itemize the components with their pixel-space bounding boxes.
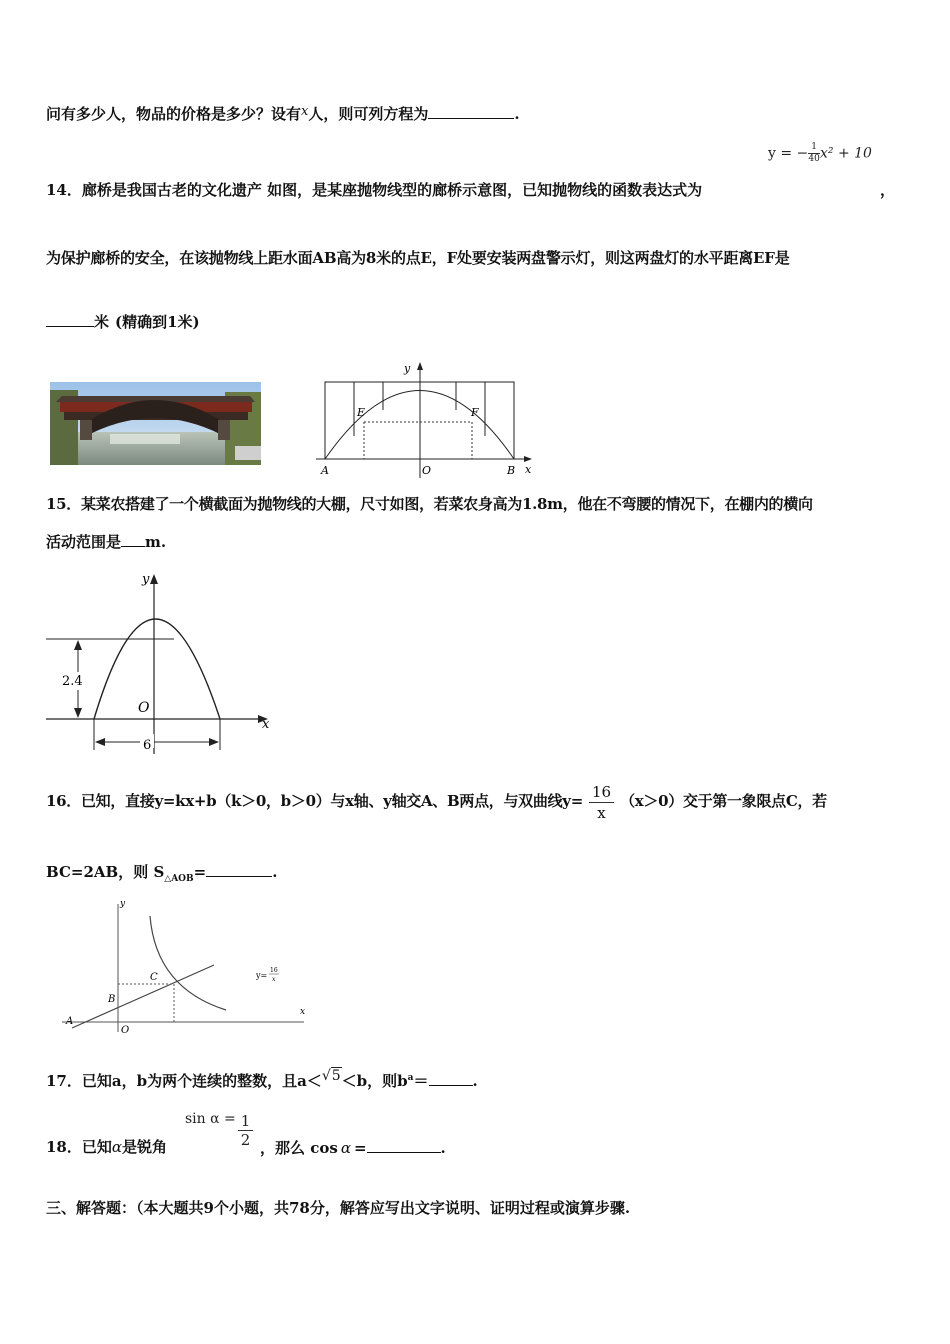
q15-diagram <box>42 568 282 758</box>
bridge-photo <box>50 382 261 465</box>
q13-answer-blank[interactable] <box>428 104 514 119</box>
q16-line <box>72 965 214 1028</box>
q16-curve-den: x <box>272 976 276 983</box>
q14-x-label: x <box>525 463 532 476</box>
q15-y-arrow <box>150 574 158 584</box>
q14-label-e: E <box>357 406 366 419</box>
q16-hyperbola <box>150 916 226 1010</box>
q15-height-arrow-top <box>74 640 82 650</box>
q15-height-arrow-bottom <box>74 708 82 718</box>
y-axis-arrow <box>417 362 423 370</box>
q18-end: . <box>440 1139 446 1157</box>
q18-text-d: = <box>353 1139 367 1157</box>
q17-radicand: 5 <box>331 1068 341 1084</box>
q18-answer-blank[interactable] <box>367 1138 441 1153</box>
q17-sqrt: √5 <box>321 1068 341 1084</box>
q18-text-b: 是锐角 <box>122 1138 168 1156</box>
q14-label-o: O <box>422 464 432 477</box>
q14-diagram-svg <box>316 360 536 480</box>
q14-line1 <box>46 180 702 200</box>
q18-frac-den: 2 <box>240 1131 251 1149</box>
q15-width-arrow-left <box>95 738 105 746</box>
q14-diagram <box>316 360 536 480</box>
q15-parabola <box>94 619 220 719</box>
q14-unit: 米 <box>94 313 110 331</box>
q16-line2 <box>46 862 277 889</box>
q16-line2-text-a: BC=2AB，则 S <box>46 863 165 881</box>
q14-line1-end: ， <box>880 181 896 199</box>
q18-frac <box>238 1112 254 1149</box>
q17-text-c: ＝ <box>413 1072 429 1090</box>
q16-line1 <box>46 776 827 826</box>
q16-end: . <box>272 863 278 881</box>
q13-var: x <box>301 104 309 119</box>
q16-frac <box>589 782 614 823</box>
q16-frac-num: 16 <box>589 782 614 803</box>
q15-x-label: x <box>262 717 270 732</box>
q17-end: . <box>472 1072 478 1090</box>
q15-answer-blank[interactable] <box>121 532 145 547</box>
q18-sin-expr <box>185 1112 253 1149</box>
q14-note: (精确到1米) <box>115 313 200 331</box>
q16-label-c: C <box>150 972 158 983</box>
q18-alpha-2: α <box>340 1139 351 1157</box>
q14-y-label: y <box>404 362 411 375</box>
q15-line1: 15．某菜农搭建了一个横截面为抛物线的大棚，尺寸如图，若菜农身高为1.8m，他在不弯腰的情况下，在棚内的横向 <box>46 495 813 513</box>
q14-frac-num: 1 <box>808 142 820 154</box>
q16-curve-num: 16 <box>270 967 278 974</box>
q16-y-label: y <box>120 899 126 909</box>
q14-formula-tail: x² + 10 <box>820 145 872 162</box>
q17-text-a: 17．已知a，b为两个连续的整数，且a＜ <box>46 1072 322 1090</box>
q17-sup: a <box>407 1073 414 1083</box>
q16-answer-blank[interactable] <box>206 862 272 877</box>
q17-line <box>46 1068 478 1092</box>
q16-label-o: O <box>121 1025 130 1036</box>
q15-line2 <box>46 532 166 552</box>
q14-answer-blank[interactable] <box>46 312 94 327</box>
q15-origin-label: O <box>138 700 150 716</box>
q14-line1-text: 14．廊桥是我国古老的文化遗产 如图，是某座抛物线型的廊桥示意图，已知抛物线的函数表达式为 <box>46 181 703 199</box>
q13-text-a: 问有多少人，物品的价格是多少？设有 <box>46 105 302 123</box>
q18-line-tail <box>260 1138 446 1158</box>
q14-line2: 为保护廊桥的安全，在该抛物线上距水面AB高为8米的点E，F处要安装两盘警示灯，则这两盘灯的水平距离EF是 <box>46 249 790 267</box>
bridge-photo-svg <box>50 382 261 465</box>
q18-sin-text: sin α = <box>185 1110 236 1127</box>
q14-frac-den: 40 <box>808 154 820 164</box>
q15-line2-text: 活动范围是 <box>46 533 122 551</box>
q14-label-b: B <box>507 464 516 477</box>
q14-formula <box>768 142 872 165</box>
q17-text-b: ＜b，则b <box>341 1072 408 1090</box>
q18-text-a: 18．已知 <box>46 1138 112 1156</box>
q15-unit: m. <box>145 533 167 551</box>
q15-height-label: 2.4 <box>62 674 83 689</box>
q16-label-b: B <box>108 994 116 1005</box>
q16-line1-text-a: 16．已知，直接y=kx+b（k＞0，b＞0）与x轴、y轴交A、B两点，与双曲线y= <box>46 792 583 810</box>
q16-subscript: △AOB <box>164 874 194 884</box>
q18-text-c: ，那么 cos <box>260 1139 338 1157</box>
q16-x-label: x <box>300 1007 306 1017</box>
q16-line1-text-b: （x＞0）交于第一象限点C，若 <box>620 792 827 810</box>
q16-line2-eq: = <box>193 863 207 881</box>
q16-diagram <box>58 892 320 1036</box>
q16-label-a: A <box>66 1016 74 1027</box>
q18-alpha: α <box>111 1138 123 1156</box>
q14-formula-frac <box>808 142 820 165</box>
q18-frac-num: 1 <box>238 1112 254 1131</box>
x-axis-arrow <box>524 456 532 462</box>
q15-y-label: y <box>142 572 150 587</box>
q13-line <box>46 102 520 124</box>
q14-label-f: F <box>471 406 479 419</box>
q15-width-label: 6 <box>143 738 152 753</box>
q14-formula-head: y = − <box>768 145 809 162</box>
q14-line3 <box>46 312 200 332</box>
q17-answer-blank[interactable] <box>429 1071 473 1086</box>
q16-diagram-svg <box>58 892 320 1036</box>
q13-text-b: 人，则可列方程为 <box>308 105 429 123</box>
q14-label-a: A <box>321 464 329 477</box>
q18-line <box>46 1112 167 1158</box>
q13-end: . <box>514 105 520 123</box>
q15-width-arrow-right <box>209 738 219 746</box>
q16-frac-den: x <box>597 803 606 822</box>
q15-diagram-svg <box>42 568 282 758</box>
section-3-heading: 三、解答题：（本大题共9个小题，共78分，解答应写出文字说明、证明过程或演算步骤. <box>46 1199 631 1217</box>
q16-curve-label: y= <box>256 971 268 980</box>
